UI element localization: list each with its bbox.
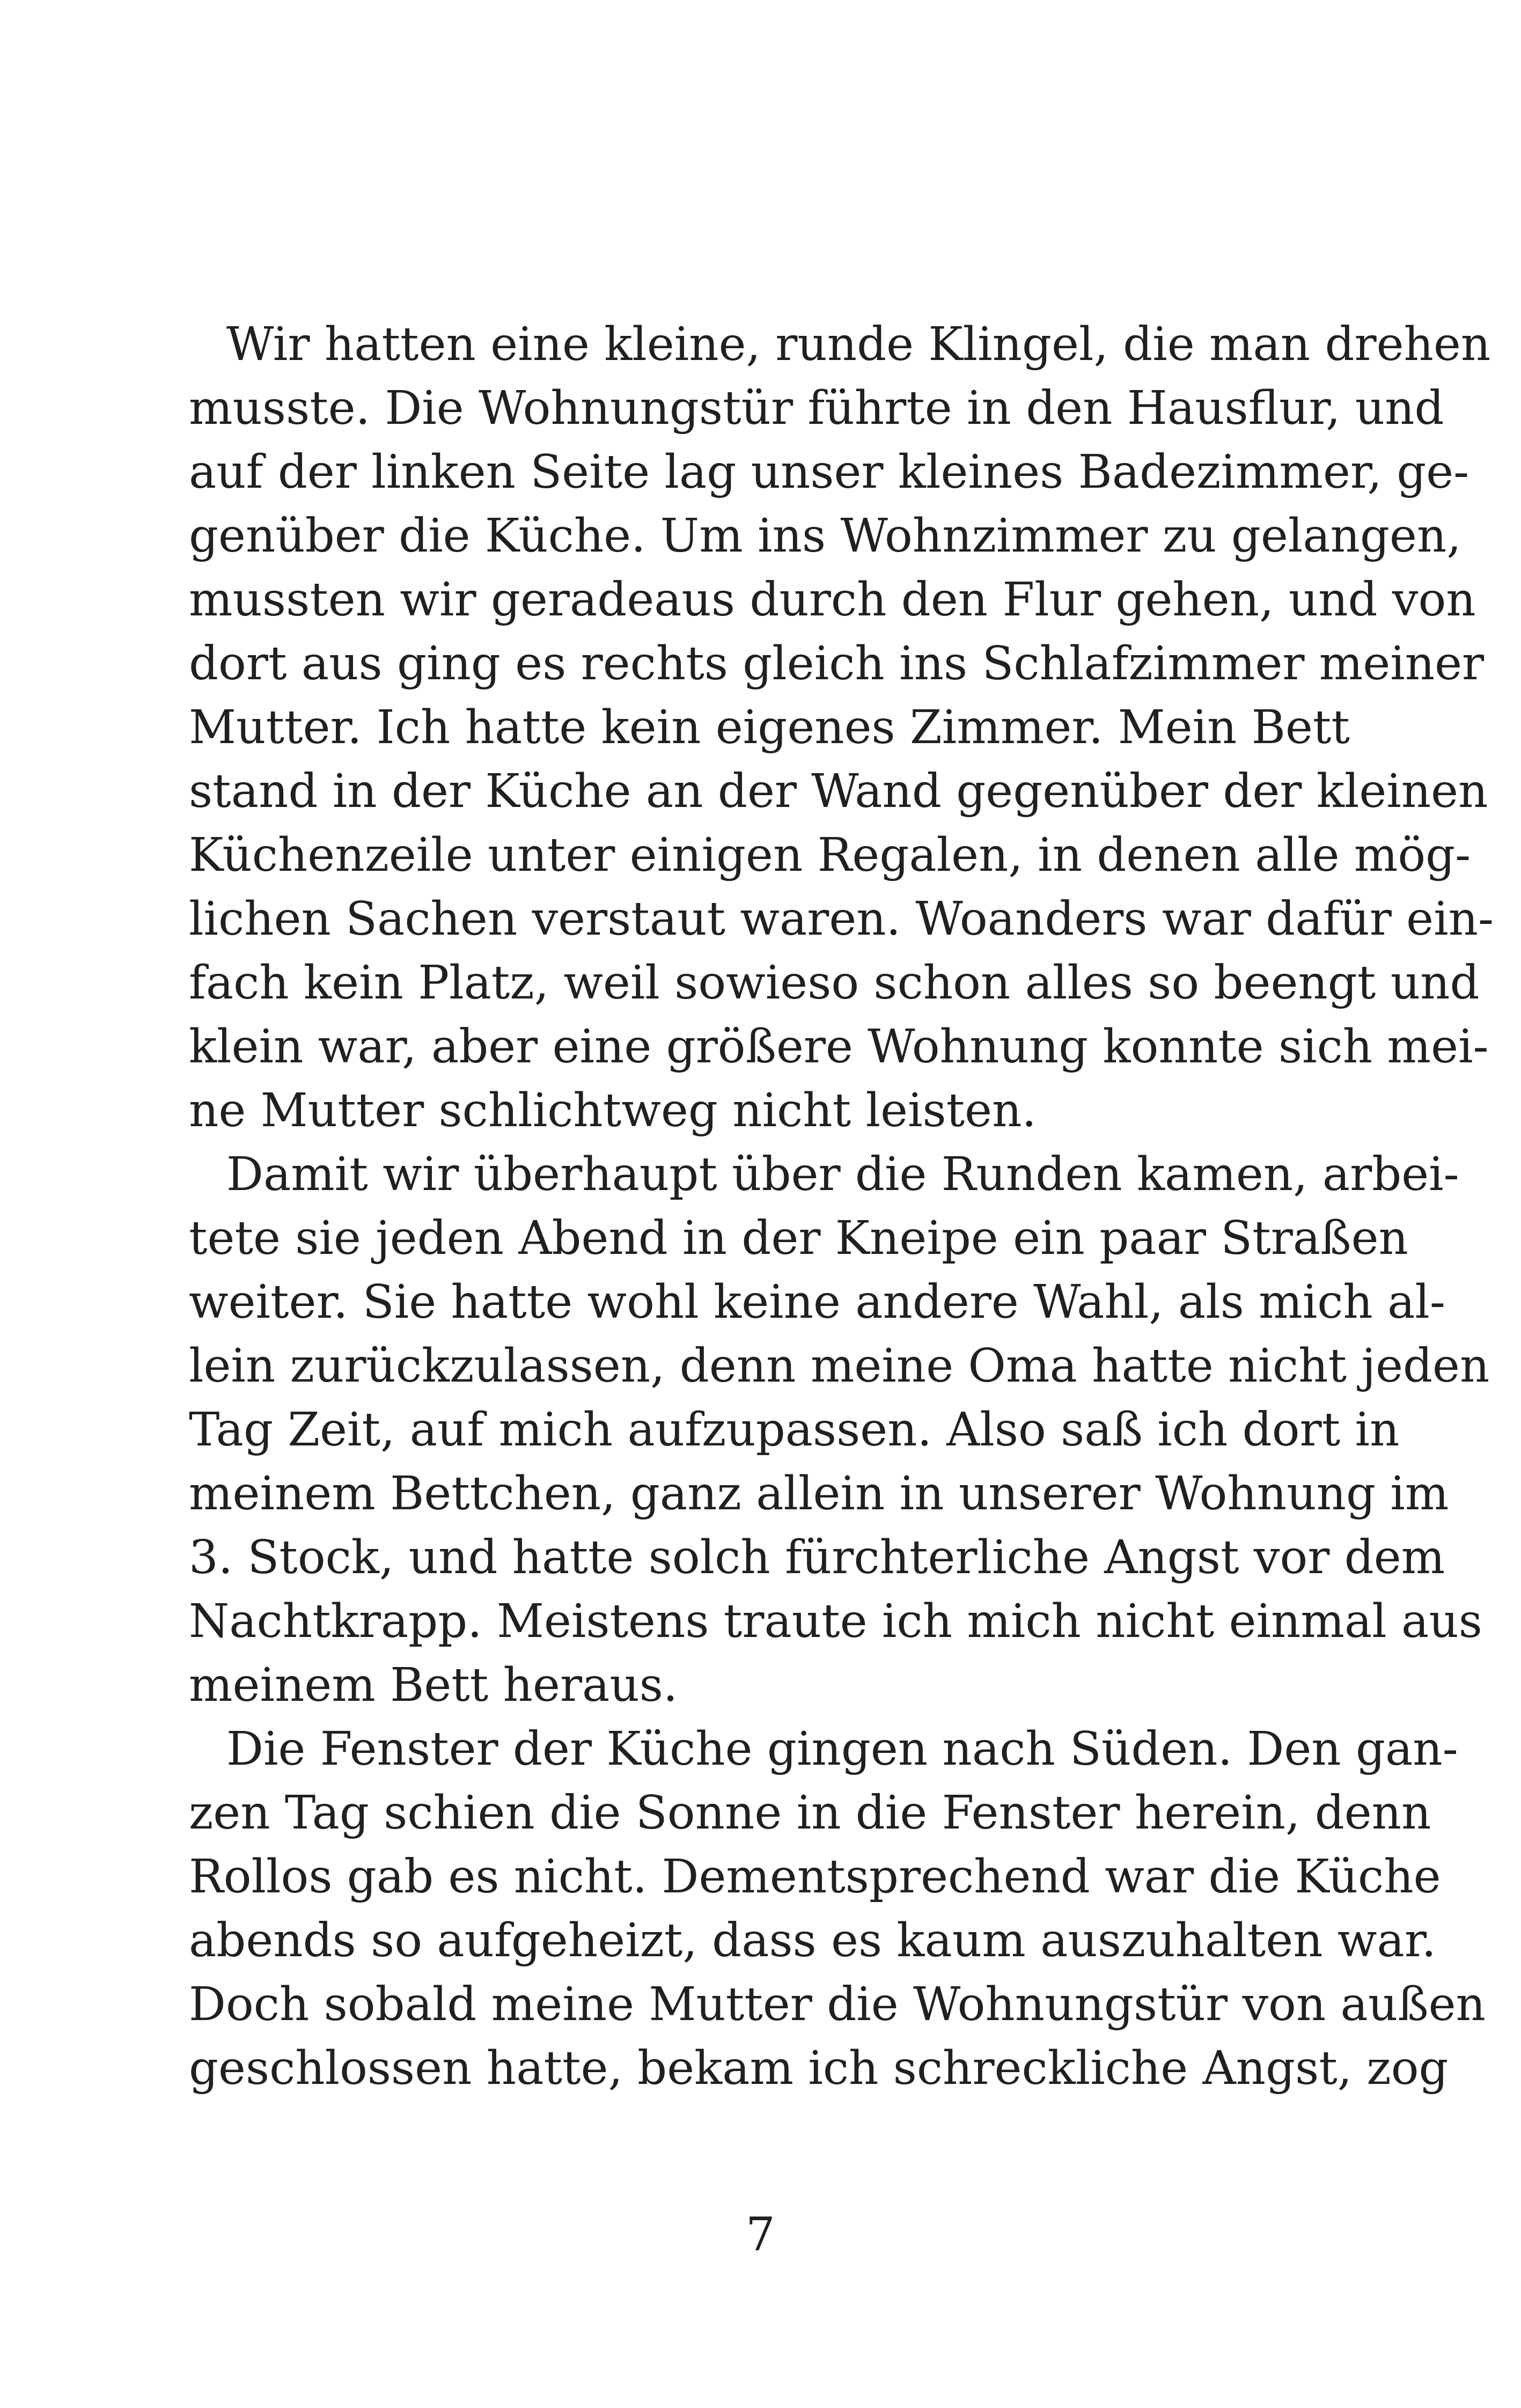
text-line: ne Mutter schlichtweg nicht leisten. [189,1084,1037,1137]
text-line: klein war, aber eine größere Wohnung konnte sich mei- [189,1020,1489,1074]
text-line: Wir hatten eine kleine, runde Klingel, die man drehen [226,318,1491,371]
text-line: mussten wir geradeaus durch den Flur gehen, und von [189,573,1476,627]
text-line: tete sie jeden Abend in der Kneipe ein paar Straßen [189,1212,1408,1265]
text-line: lein zurückzulassen, denn meine Oma hatte nicht jeden [189,1339,1490,1393]
text-line: meinem Bett heraus. [189,1658,678,1712]
text-line: fach kein Platz, weil sowieso schon alles so beengt und [189,956,1480,1010]
text-line: Küchenzeile unter einigen Regalen, in denen alle mög- [189,828,1471,882]
text-line: Rollos gab es nicht. Dementsprechend war die Küche [189,1850,1441,1904]
text-line: zen Tag schien die Sonne in die Fenster herein, denn [189,1786,1431,1840]
text-line: Mutter. Ich hatte kein eigenes Zimmer. Mein Bett [189,701,1350,754]
text-line: Nachtkrapp. Meistens traute ich mich nicht einmal aus [189,1595,1482,1648]
text-line: Tag Zeit, auf mich aufzupassen. Also saß ich dort in [189,1403,1400,1457]
text-line: auf der linken Seite lag unser kleines Badezimmer, ge- [189,445,1469,499]
text-line: geschlossen hatte, bekam ich schreckliche Angst, zog [189,2042,1449,2095]
text-line: stand in der Küche an der Wand gegenüber der kleinen [189,765,1488,818]
text-line: weiter. Sie hatte wohl keine andere Wahl, als mich al- [189,1275,1445,1329]
text-line: Doch sobald meine Mutter die Wohnungstür von außen [189,1978,1486,2031]
text-line: musste. Die Wohnungstür führte in den Hausflur, und [189,381,1444,435]
text-line: Damit wir überhaupt über die Runden kamen, arbei- [226,1148,1459,1201]
text-line: genüber die Küche. Um ins Wohnzimmer zu gelangen, [189,509,1461,563]
text-line: lichen Sachen verstaut waren. Woanders war dafür ein- [189,892,1494,946]
text-line: abends so aufgeheizt, dass es kaum auszuhalten war. [189,1914,1436,1967]
text-line: meinem Bettchen, ganz allein in unserer Wohnung im [189,1467,1449,1521]
text-line: dort aus ging es rechts gleich ins Schlafzimmer meiner [189,637,1485,691]
text-line: Die Fenster der Küche gingen nach Süden. Den gan- [226,1722,1458,1776]
page-number: 7 [746,2208,775,2262]
text-line: 3. Stock, und hatte solch fürchterliche Angst vor dem [189,1531,1445,1584]
